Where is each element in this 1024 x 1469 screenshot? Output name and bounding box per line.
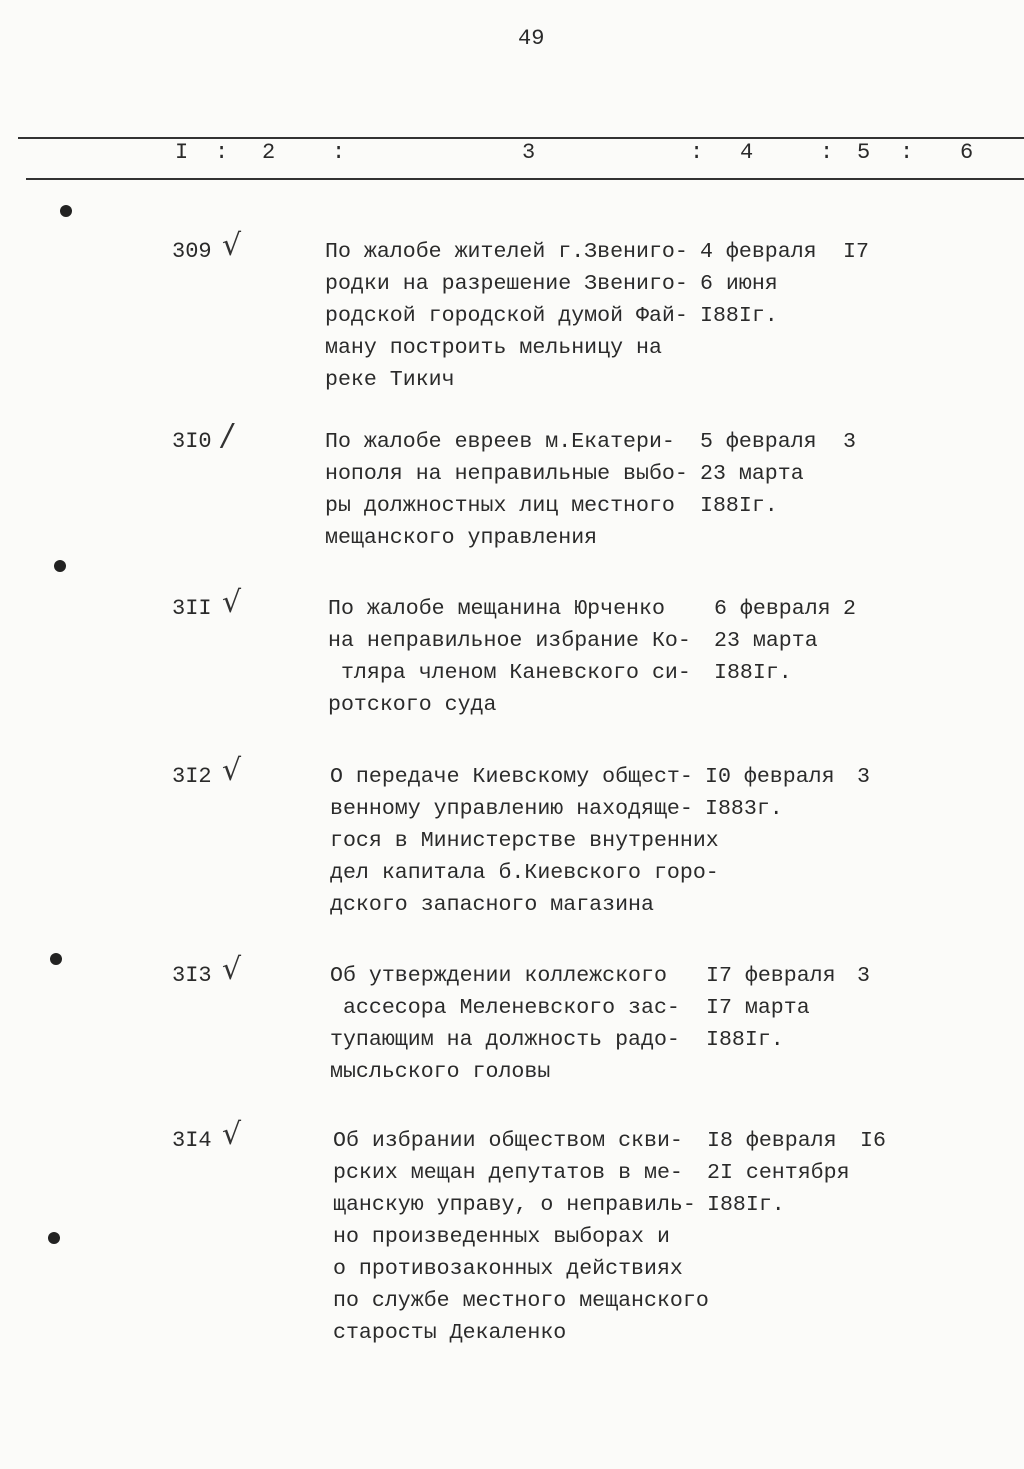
column-header-cell: : <box>332 140 346 165</box>
column-header-cell: 3 <box>522 140 536 165</box>
check-mark: √ <box>222 585 242 620</box>
column-header-cell: : <box>900 140 914 165</box>
entry-description-line: щанскую управу, о неправиль- <box>333 1193 696 1217</box>
entry-sheet-count: I7 <box>843 240 869 264</box>
entry-description-line: по службе местного мещанского <box>333 1289 709 1313</box>
entry-description-line: дского запасного магазина <box>330 893 654 917</box>
entry-description-line: родской городской думой Фай- <box>325 304 688 328</box>
entry-date-line: 4 февраля <box>700 240 817 264</box>
entry-description-line: о противозаконных действиях <box>333 1257 683 1281</box>
entry-description-line: на неправильное избрание Ко- <box>328 629 691 653</box>
entry-description-line: ману построить мельницу на <box>325 336 662 360</box>
entry-description-line: нополя на неправильные выбо- <box>325 462 688 486</box>
column-header-cell: : <box>690 140 704 165</box>
entry-description-line: мысльского головы <box>330 1060 551 1084</box>
entry-description-line: ры должностных лиц местного <box>325 494 675 518</box>
entry-date-line: I7 марта <box>706 996 810 1020</box>
punch-hole-mark <box>60 205 72 217</box>
column-header-cell: I <box>175 140 189 165</box>
entry-date-line: 6 февраля <box>714 597 831 621</box>
entry-description-line: родки на разрешение Звениго- <box>325 272 688 296</box>
entry-date-line: I8 февраля <box>707 1129 837 1153</box>
entry-number: 3I4 <box>172 1128 212 1153</box>
entry-description-line: По жалобе жителей г.Звениго- <box>325 240 688 264</box>
entry-sheet-count: 3 <box>857 964 870 988</box>
entry-description-line: но произведенных выборах и <box>333 1225 670 1249</box>
entry-date-line: 23 марта <box>700 462 804 486</box>
entry-date-line: 6 июня <box>700 272 778 296</box>
entry-date-line: 23 марта <box>714 629 818 653</box>
column-header-cell: 2 <box>262 140 276 165</box>
check-mark: √ <box>222 753 242 788</box>
entry-date-line: I883г. <box>705 797 783 821</box>
entry-sheet-count: I6 <box>860 1129 886 1153</box>
column-header-cell: 6 <box>960 140 974 165</box>
entry-description-line: тупающим на должность радо- <box>330 1028 680 1052</box>
header-bottom-rule <box>26 178 1024 180</box>
entry-description-line: старосты Декаленко <box>333 1321 567 1345</box>
punch-hole-mark <box>50 953 62 965</box>
check-mark: √ <box>222 1117 242 1152</box>
entry-description-line: Об избрании обществом скви- <box>333 1129 683 1153</box>
entry-description-line: Об утверждении коллежского <box>330 964 667 988</box>
header-top-rule <box>18 137 1024 139</box>
entry-date-line: I7 февраля <box>706 964 836 988</box>
page-number: 49 <box>518 26 545 51</box>
entry-date-line: 2I сентября <box>707 1161 850 1185</box>
entry-description-line: О передаче Киевскому общест- <box>330 765 693 789</box>
entry-description-line: рских мещан депутатов в ме- <box>333 1161 683 1185</box>
column-header-cell: 4 <box>740 140 754 165</box>
entry-description-line: тляра членом Каневского си- <box>328 661 691 685</box>
entry-description-line: По жалобе мещанина Юрченко <box>328 597 665 621</box>
entry-description-line: гося в Министерстве внутренних <box>330 829 719 853</box>
check-mark: √ <box>222 228 242 263</box>
entry-sheet-count: 3 <box>857 765 870 789</box>
entry-number: 309 <box>172 239 212 264</box>
entry-date-line: I88Iг. <box>700 494 778 518</box>
entry-sheet-count: 2 <box>843 597 856 621</box>
entry-date-line: I88Iг. <box>700 304 778 328</box>
entry-description-line: венному управлению находяще- <box>330 797 693 821</box>
punch-hole-mark <box>54 560 66 572</box>
column-header-cell: : <box>820 140 834 165</box>
entry-sheet-count: 3 <box>843 430 856 454</box>
entry-description-line: ротского суда <box>328 693 497 717</box>
entry-date-line: I88Iг. <box>714 661 792 685</box>
column-header-cell: 5 <box>857 140 871 165</box>
entry-description-line: дел капитала б.Киевского горо- <box>330 861 719 885</box>
entry-date-line: I88Iг. <box>706 1028 784 1052</box>
entry-number: 3I3 <box>172 963 212 988</box>
entry-date-line: I88Iг. <box>707 1193 785 1217</box>
column-header-cell: : <box>215 140 229 165</box>
entry-description-line: реке Тикич <box>325 368 455 392</box>
entry-description-line: ассесора Меленевского зас- <box>330 996 680 1020</box>
check-mark: √ <box>222 952 242 987</box>
entry-number: 3I2 <box>172 764 212 789</box>
check-mark: / <box>222 418 233 453</box>
punch-hole-mark <box>48 1232 60 1244</box>
entry-date-line: I0 февраля <box>705 765 835 789</box>
entry-number: 3I0 <box>172 429 212 454</box>
entry-number: 3II <box>172 596 212 621</box>
entry-description-line: мещанского управления <box>325 526 598 550</box>
entry-date-line: 5 февраля <box>700 430 817 454</box>
entry-description-line: По жалобе евреев м.Екатери- <box>325 430 675 454</box>
